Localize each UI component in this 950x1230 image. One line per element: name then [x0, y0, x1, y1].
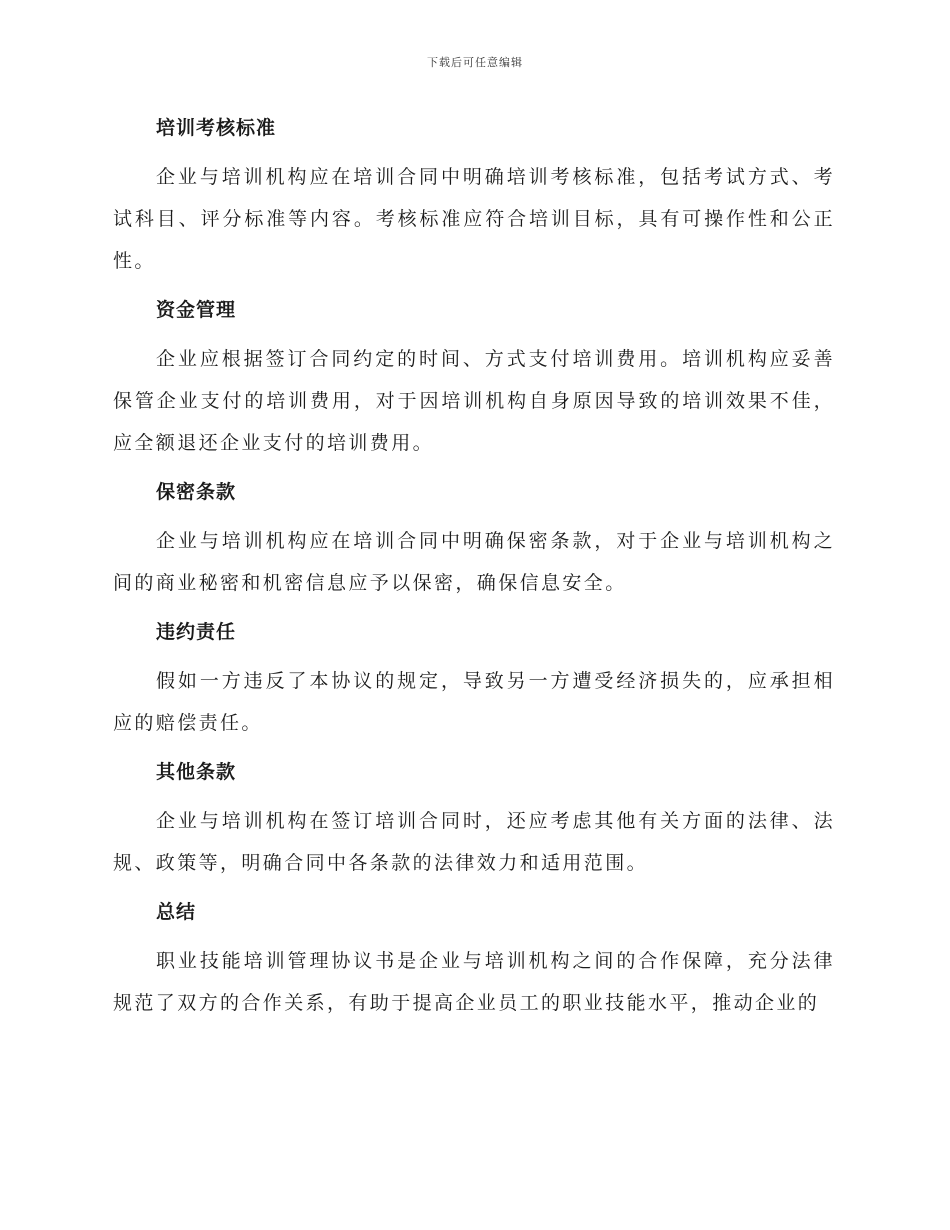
section-heading: 培训考核标准 [156, 117, 277, 139]
section-paragraph: 企业应根据签订合同约定的时间、方式支付培训费用。培训机构应妥善保管企业支付的培训费用，对于因培训机构自身原因导致的培训效果不佳，应全额退还企业支付的培训费用。 [113, 348, 835, 454]
section-paragraph: 企业与培训机构应在培训合同中明确培训考核标准，包括考试方式、考试科目、评分标准等内容。考核标准应符合培训目标，具有可操作性和公正性。 [113, 166, 835, 272]
section-heading: 资金管理 [156, 299, 237, 321]
section-heading: 总结 [156, 901, 197, 923]
section-summary [113, 894, 835, 1024]
page-header-note: 下载后可任意编辑 [427, 56, 523, 69]
section-paragraph: 假如一方违反了本协议的规定，导致另一方遭受经济损失的，应承担相应的赔偿责任。 [113, 670, 835, 734]
section-breach-liability [113, 614, 835, 744]
section-fund-management [113, 292, 835, 464]
section-other-terms [113, 754, 835, 884]
section-heading: 保密条款 [156, 481, 237, 503]
section-paragraph: 职业技能培训管理协议书是企业与培训机构之间的合作保障，充分法律规范了双方的合作关系，有助于提高企业员工的职业技能水平，推动企业的 [113, 950, 835, 1014]
section-training-assessment [113, 110, 835, 282]
document-body [113, 110, 835, 1034]
section-heading: 违约责任 [156, 621, 237, 643]
section-paragraph: 企业与培训机构在签订培训合同时，还应考虑其他有关方面的法律、法规、政策等，明确合同中各条款的法律效力和适用范围。 [113, 810, 835, 874]
section-paragraph: 企业与培训机构应在培训合同中明确保密条款，对于企业与培训机构之间的商业秘密和机密信息应予以保密，确保信息安全。 [113, 530, 835, 594]
section-confidentiality [113, 474, 835, 604]
section-heading: 其他条款 [156, 761, 237, 783]
